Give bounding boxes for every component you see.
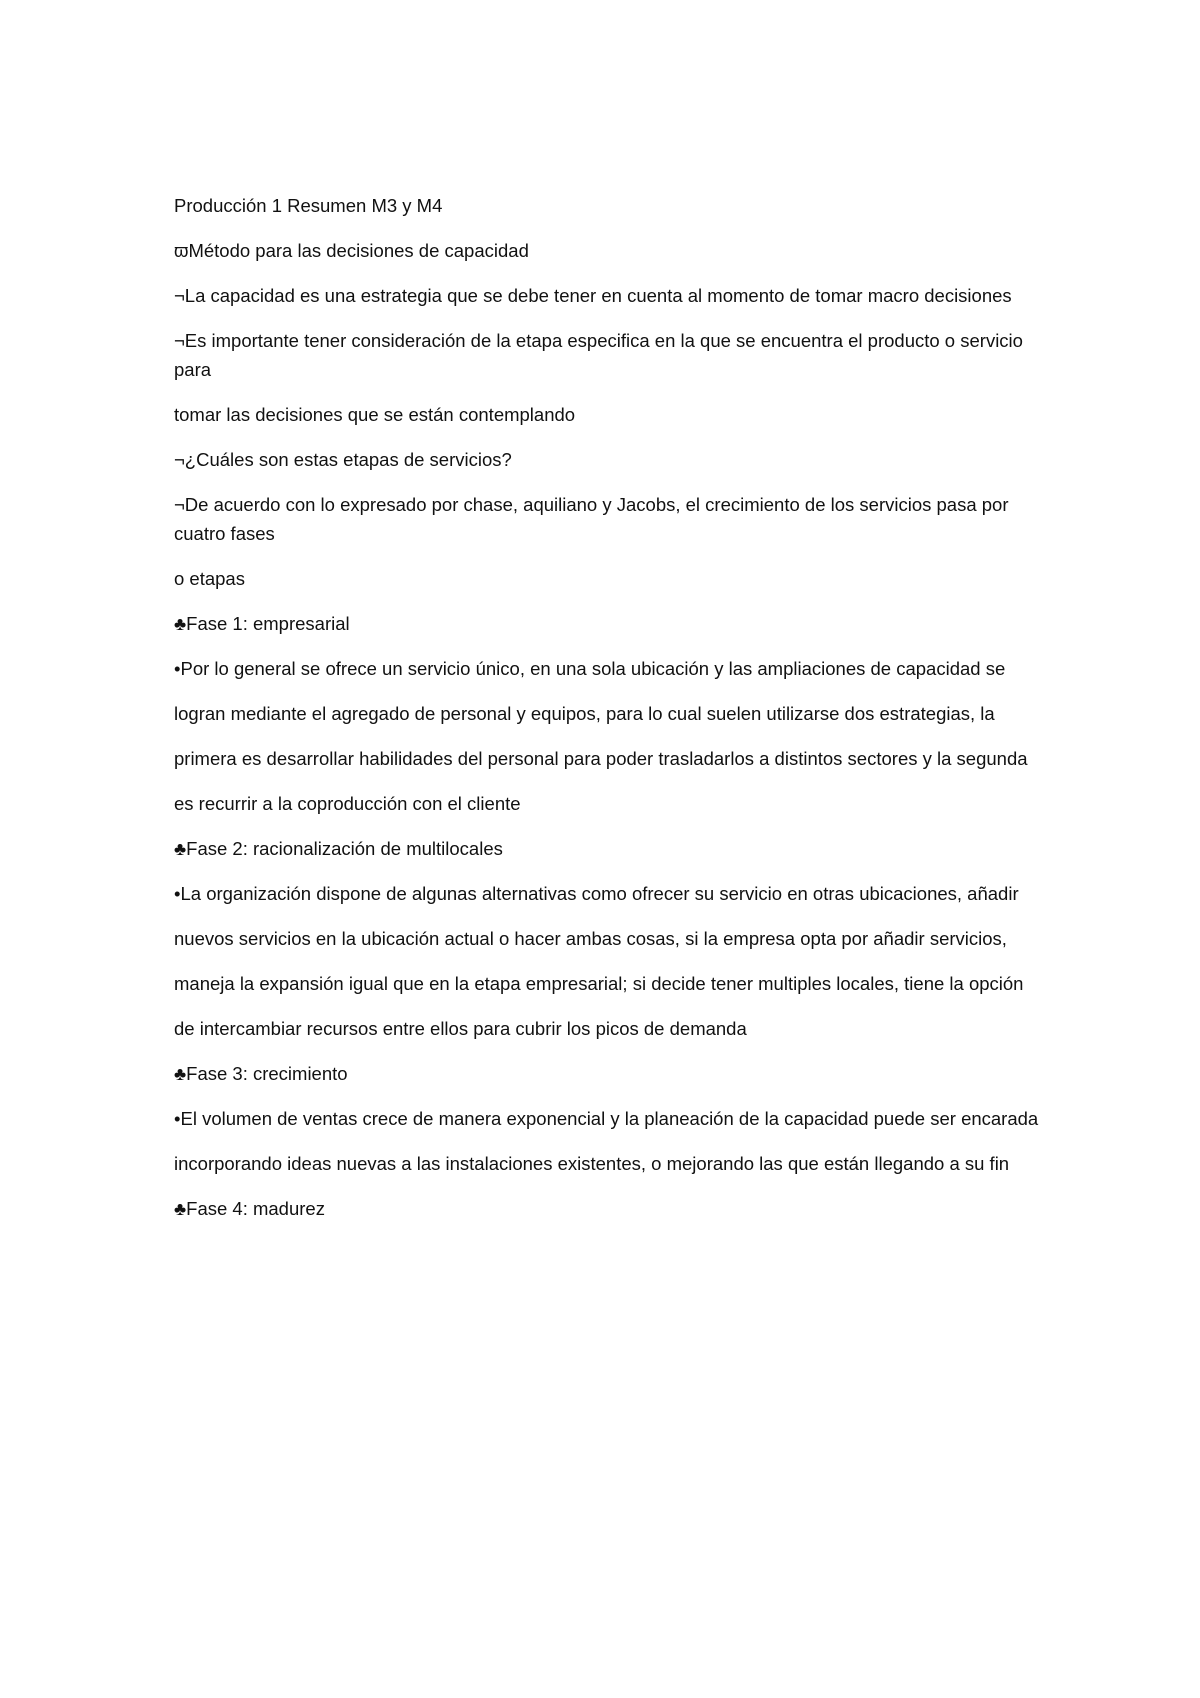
phase-1-bullet: •Por lo general se ofrece un servicio único, en una sola ubicación y las ampliaciones de capacidad se	[174, 658, 1006, 679]
paragraph-stage-consideration: ¬Es importante tener consideración de la etapa especifica en la que se encuentra el producto o servicio para	[174, 330, 1023, 380]
phase-heading-4: ♣Fase 4: madurez	[174, 1198, 325, 1219]
phase-heading-2: ♣Fase 2: racionalización de multilocales	[174, 838, 503, 859]
phase-1-text-cont-2: primera es desarrollar habilidades del personal para poder trasladarlos a distintos sectores y la segunda	[174, 748, 1028, 769]
phase-3-bullet: •El volumen de ventas crece de manera exponencial y la planeación de la capacidad puede ser encarada	[174, 1108, 1039, 1129]
phase-1-text-cont-3: es recurrir a la coproducción con el cliente	[174, 793, 521, 814]
phase-heading-1: ♣Fase 1: empresarial	[174, 613, 350, 634]
document-body	[174, 191, 1054, 1239]
phase-2-text-cont-2: maneja la expansión igual que en la etapa empresarial; si decide tener multiples locales, tiene la opción	[174, 973, 1024, 994]
phase-2-bullet: •La organización dispone de algunas alternativas como ofrecer su servicio en otras ubicaciones, añadir	[174, 883, 1019, 904]
phase-3-text-cont-1: incorporando ideas nuevas a las instalaciones existentes, o mejorando las que están llegando a su fin	[174, 1153, 1010, 1174]
paragraph-question-stages: ¬¿Cuáles son estas etapas de servicios?	[174, 449, 512, 470]
paragraph-capacity-strategy: ¬La capacidad es una estrategia que se debe tener en cuenta al momento de tomar macro decisiones	[174, 285, 1012, 306]
phase-1-text-cont-1: logran mediante el agregado de personal y equipos, para lo cual suelen utilizarse dos estrategias, la	[174, 703, 995, 724]
paragraph-four-phases: ¬De acuerdo con lo expresado por chase, aquiliano y Jacobs, el crecimiento de los servicios pasa por cuatro fases	[174, 494, 1009, 544]
document-title: Producción 1 Resumen M3 y M4	[174, 195, 443, 216]
phase-heading-3: ♣Fase 3: crecimiento	[174, 1063, 348, 1084]
section-heading-capacity-method: ϖMétodo para las decisiones de capacidad	[174, 240, 529, 261]
paragraph-stage-consideration-cont: tomar las decisiones que se están contemplando	[174, 404, 576, 425]
phase-2-text-cont-1: nuevos servicios en la ubicación actual o hacer ambas cosas, si la empresa opta por añadir servicios,	[174, 928, 1007, 949]
paragraph-four-phases-cont: o etapas	[174, 568, 245, 589]
phase-2-text-cont-3: de intercambiar recursos entre ellos para cubrir los picos de demanda	[174, 1018, 747, 1039]
